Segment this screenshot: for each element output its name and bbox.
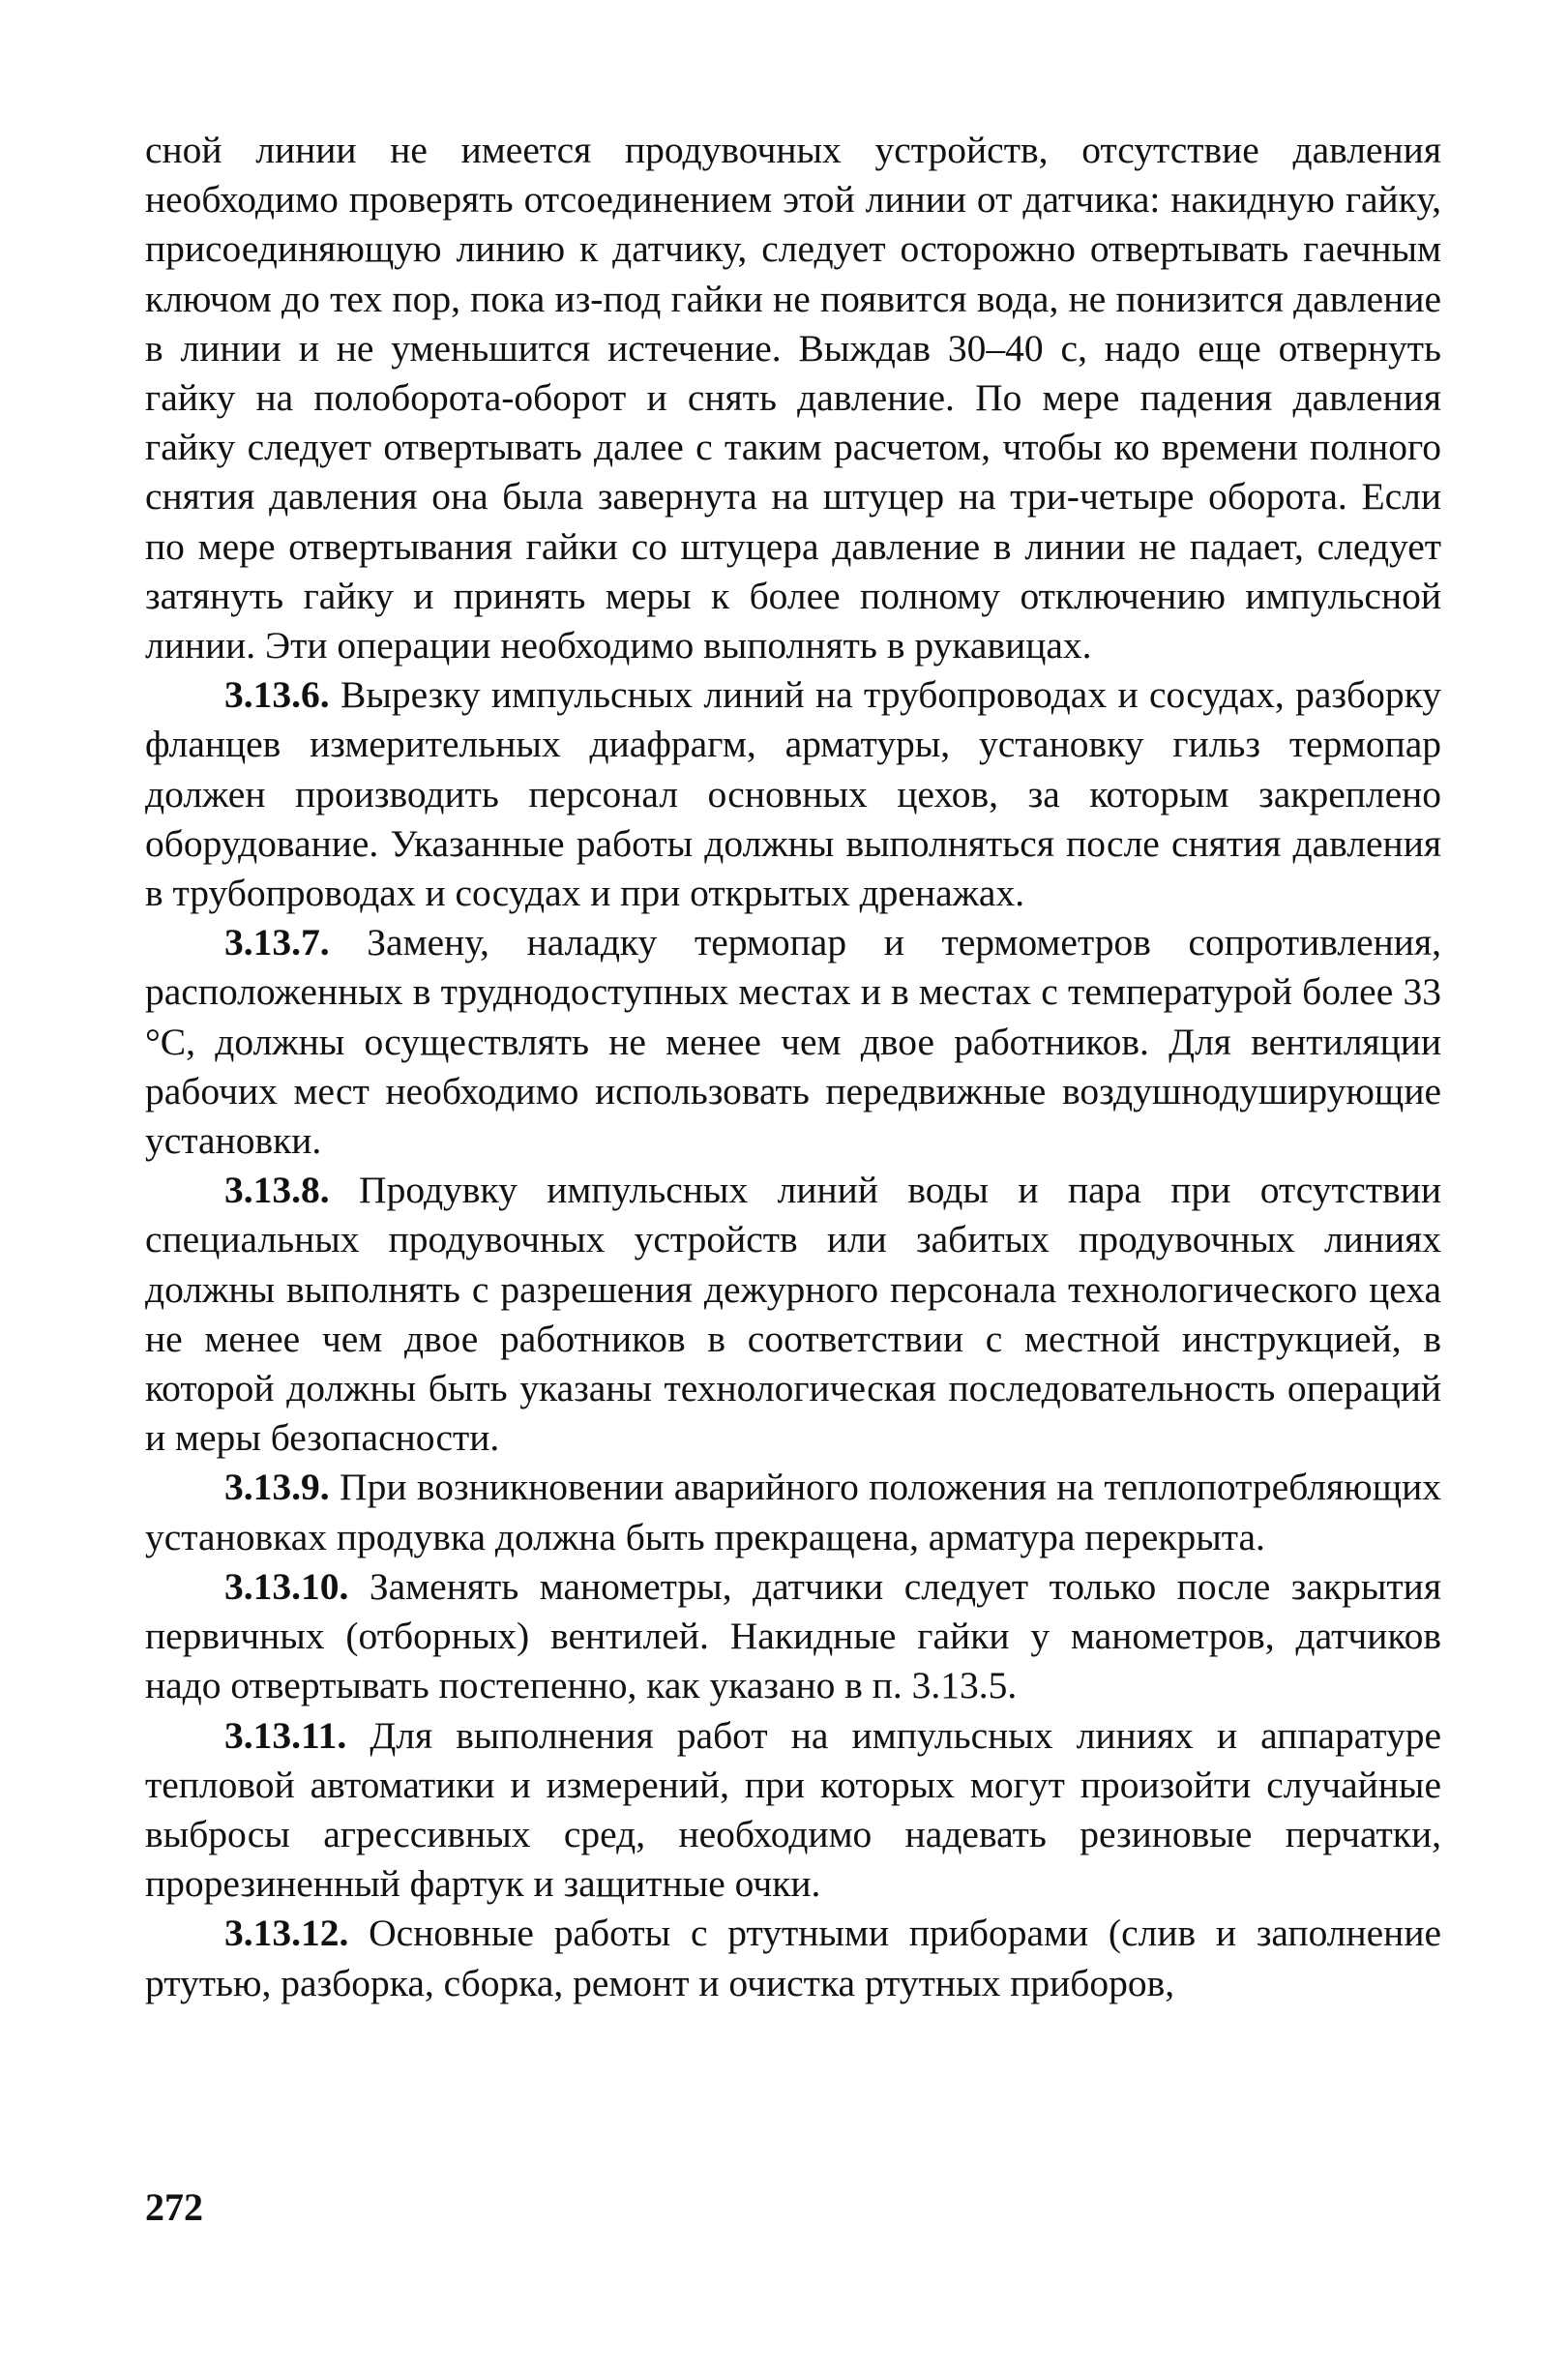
- clause-number: 3.13.12.: [224, 1912, 349, 1955]
- clause-text: Вырезку импульсных линий на трубопроводах и сосудах, разборку фланцев измерительных диафрагм, арматуры, установку гильз термопар должен производить персонал основных цехов, за которым закреплено оборудование. Указанные работы должны выполняться после снятия давления в трубопроводах и сосудах и при открытых дренажах.: [145, 673, 1441, 915]
- paragraph-text: сной линии не имеется продувочных устройств, отсутствие давления необходимо проверять отсоединением этой линии от датчика: накидную гайку, присоединяющую линию к датчику, следует осторожно отвертывать гаечным ключом до тех пор, пока из-под гайки не появится вода, не понизится давление в линии и не уменьшится истечение. Выждав 30–40 с, надо еще отвернуть гайку на полоборота-оборот и снять давление. По мере падения давления гайку следует отвертывать далее с таким расчетом, чтобы ко времени полного снятия давления она была завернута на штуцер на три-четыре оборота. Если по мере отвертывания гайки со штуцера давление в линии не падает, следует затянуть гайку и принять меры к более полному отключению импульсной линии. Эти операции необходимо выполнять в рукавицах.: [145, 129, 1441, 667]
- clause-3-13-6: [145, 670, 1441, 918]
- clause-3-13-12: [145, 1909, 1441, 2007]
- clause-text: Для выполнения работ на импульсных линиях и аппаратуре тепловой автоматики и измерений, при которых могут произойти случайные выбросы агрессивных сред, необходимо надевать резиновые перчатки, прорезиненный фартук и защитные очки.: [145, 1713, 1441, 1906]
- clause-3-13-11: [145, 1711, 1441, 1910]
- clause-number: 3.13.10.: [224, 1564, 349, 1608]
- paragraph-continuation: [145, 126, 1441, 670]
- clause-3-13-7: [145, 918, 1441, 1166]
- clause-number: 3.13.11.: [224, 1713, 347, 1757]
- clause-text: Замену, наладку термопар и термометров сопротивления, расположенных в труднодоступных местах и в местах с температурой более 33 °С, должны осуществлять не менее чем двое работников. Для вентиляции рабочих мест необходимо использовать передвижные воздушнодуширующие установки.: [145, 921, 1441, 1163]
- clause-number: 3.13.8.: [224, 1169, 330, 1212]
- clause-text: Заменять манометры, датчики следует только после закрытия первичных (отборных) вентилей. Накидные гайки у манометров, датчиков надо отвертывать постепенно, как указано в п. 3.13.5.: [145, 1564, 1441, 1707]
- page-body: [145, 126, 1441, 2008]
- page-number: 272: [145, 2185, 203, 2229]
- clause-number: 3.13.7.: [224, 921, 330, 964]
- clause-text: При возникновении аварийного положения на теплопотребляющих установках продувка должна быть прекращена, арматура перекрыта.: [145, 1466, 1441, 1558]
- clause-number: 3.13.9.: [224, 1466, 330, 1509]
- clause-3-13-8: [145, 1166, 1441, 1463]
- clause-3-13-10: [145, 1562, 1441, 1711]
- clause-text: Основные работы с ртутными приборами (слив и заполнение ртутью, разборка, сборка, ремонт и очистка ртутных приборов,: [145, 1912, 1441, 2004]
- clause-3-13-9: [145, 1463, 1441, 1561]
- clause-text: Продувку импульсных линий воды и пара при отсутствии специальных продувочных устройств или забитых продувочных линиях должны выполнять с разрешения дежурного персонала технологического цеха не менее чем двое работников в соответствии с местной инструкцией, в которой должны быть указаны технологическая последовательность операций и меры безопасности.: [145, 1169, 1441, 1460]
- clause-number: 3.13.6.: [224, 673, 330, 717]
